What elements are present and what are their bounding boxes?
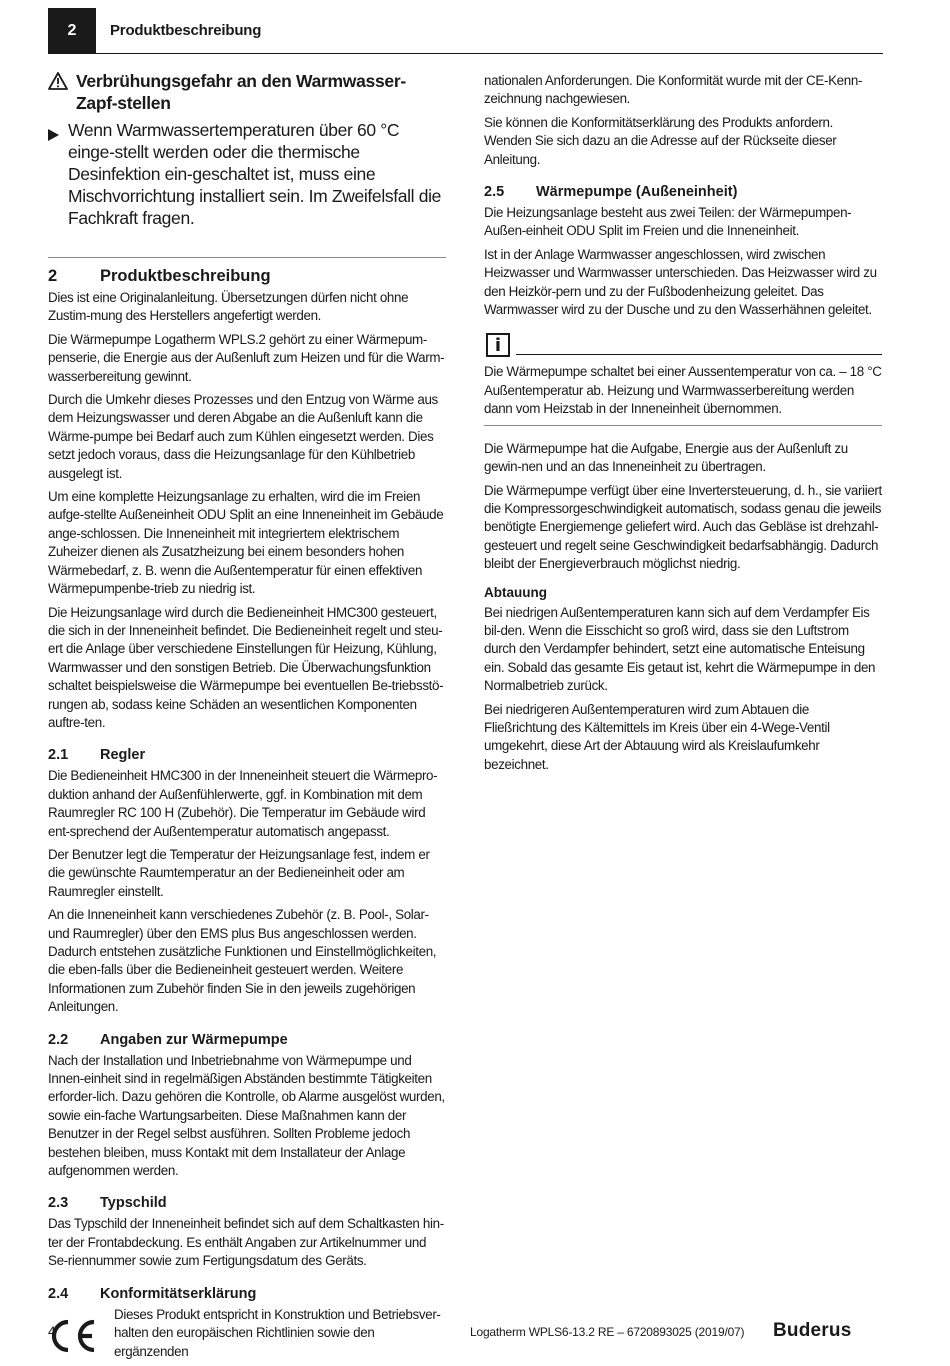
warning-heading — [48, 70, 446, 114]
arrow-right-icon — [48, 119, 60, 229]
paragraph: Der Benutzer legt die Temperatur der Heizungsanlage fest, indem er die gewünschte Raumtemperatur an der Bedieneinheit oder am Raumregler einstellt. — [48, 846, 430, 899]
info-note-text: Die Wärmepumpe schaltet bei einer Aussentemperatur von ca. – 18 °C Außentemperatur ab. Heizung und Warmwasserbereitung werden dann vom Heizstab in der Inneneinheit übernommen. — [484, 364, 882, 417]
warning-instruction — [48, 119, 446, 229]
section-2-4-heading — [48, 1285, 446, 1303]
paragraph: Dies ist eine Originalanleitung. Übersetzungen dürfen nicht ohne Zustim-mung des Herstellers angefertigt werden. — [48, 290, 409, 324]
section-title: Produktbeschreibung — [100, 267, 271, 285]
paragraph: Die Wärmepumpe hat die Aufgabe, Energie aus der Außenluft zu gewin-nen und an das Inneneinheit zu übertragen. — [484, 440, 848, 475]
paragraph: Bei niedrigen Außentemperaturen kann sich auf dem Verdampfer Eis bil-den. Wenn die Eisschicht so groß wird, dass sie den Luftstrom durch den Verdampfer behindert, setzt eine automatische Enteisung ein. Sobald das gesamte Eis getaut ist, kehrt die Wärmepumpe in den Normalbetrieb zurück. — [484, 604, 876, 694]
section-title: Regler — [100, 747, 146, 764]
info-rule-top — [516, 354, 882, 356]
section-2-1-heading — [48, 746, 446, 764]
paragraph: Nach der Installation und Inbetriebnahme von Wärmepumpe und Innen-einheit sind in regelmäßigen Abständen bestimmte Tätigkeiten erforder-lich. Dazu gehören die Kontrolle, ob Alarme ausgelöst wurden, sowie ein-fache Wartungsarbeiten. Diese Maßnahmen kann der Benutzer in der Regel selbst ausführen. Sollten Probleme jedoch bestehen bleiben, muss Kontakt mit dem Installateur der Anlage aufgenommen werden. — [48, 1052, 445, 1179]
paragraph: Sie können die Konformitätserklärung des Produkts anfordern. Wenden Sie sich dazu an die Adresse auf der Rückseite dieser Anleitung. — [484, 114, 837, 167]
left-column — [48, 70, 446, 1366]
paragraph: Das Typschild der Inneneinheit befindet sich auf dem Schaltkasten hin-ter der Frontabdeckung. Es enthält Angaben zur Artikelnummer und Se-riennummer sowie zum Fertigungsdatum des Geräts. — [48, 1216, 444, 1269]
section-2-5-heading — [484, 183, 882, 201]
ce-declaration-text: Dieses Produkt entspricht in Konstruktion und Betriebsver-halten den europäischen Richtlinien sowie den ergänzenden — [114, 1306, 441, 1359]
paragraph: Die Heizungsanlage besteht aus zwei Teilen: der Wärmepumpen-Außen-einheit ODU Split im Freien und die Inneneinheit. — [484, 205, 852, 239]
paragraph: Die Wärmepumpe verfügt über eine Invertersteuerung, d. h., sie variiert die Kompressorgeschwindigkeit automatisch, sodass genau die jeweils benötigte Energiemenge geliefert wird. Auch das Gebläse ist drehzahl-gesteuert und regelt seine Geschwindigkeit bedarfsabhängig. Dadurch bleibt der Energieverbrauch möglichst niedrig. — [484, 482, 882, 572]
ce-declaration — [48, 1306, 446, 1366]
section-2-heading — [48, 266, 446, 286]
section-number: 2.2 — [48, 1031, 69, 1048]
running-header-title: Produktbeschreibung — [110, 22, 262, 39]
right-column — [484, 72, 882, 779]
paragraph: Bei niedrigeren Außentemperaturen wird zum Abtauen die Fließrichtung des Kältemittels im Kreis über ein 4-Wege-Ventil umgekehrt, diese Art der Abtauung wird als Kreislaufumkehr bezeichnet. — [484, 701, 830, 772]
paragraph: Durch die Umkehr dieses Prozesses und den Entzug von Wärme aus dem Heizungswasser und deren Abgabe an die Außenluft kann die Wärme-pumpe bei Bedarf auch zum Kühlen eingesetzt werden. Dies setzt jedoch voraus, dass die Heizungsanlage für den Kühlbetrieb ausgelegt ist. — [48, 392, 438, 481]
section-2-2-heading — [48, 1031, 446, 1049]
chapter-number-box: 2 — [48, 8, 96, 54]
paragraph: Ist in der Anlage Warmwasser angeschlossen, wird zwischen Heizwasser und Warmwasser unterschieden. Das Heizwasser wird zu den Heizkör-pern und zu der Fußbodenheizung geleitet. Das Warmwasser wird zu der Dusche und zu den Wasserhähnen geleitet. — [484, 246, 877, 318]
warning-triangle-icon — [48, 70, 70, 114]
abtauung-heading: Abtauung — [484, 584, 547, 600]
info-icon: i — [486, 333, 510, 357]
header-rule — [96, 53, 883, 54]
page-number: 4 — [48, 1324, 56, 1339]
section-divider — [48, 257, 446, 258]
document-reference: Logatherm WPLS6-13.2 RE – 6720893025 (2019/07) — [470, 1325, 745, 1339]
paragraph: Die Heizungsanlage wird durch die Bedieneinheit HMC300 gesteuert, die sich in der Inneneinheit befindet. Die Bedieneinheit regelt und steu-ert die Anlage über verschiedene Einstellungen für Heizung, Kühlung, Warmwasser und den sonstigen Betrieb. Die Überwachungsfunktion schaltet beispielsweise die Wärmepumpe bei eventuellen Be-triebsstö-rungen ab, sodass keine Schäden an wesentlichen Komponenten auftre-ten. — [48, 604, 444, 730]
paragraph: Die Wärmepumpe Logatherm WPLS.2 gehört zu einer Wärmepum-penserie, die Energie aus der Außenluft zum Heizen und für die Warm-wasserbereitung gewinnt. — [48, 331, 445, 384]
section-number: 2.5 — [484, 184, 505, 201]
section-title: Wärmepumpe (Außeneinheit) — [536, 184, 738, 201]
paragraph: An die Inneneinheit kann verschiedenes Zubehör (z. B. Pool-, Solar- und Raumregler) über den EMS plus Bus angeschlossen werden. Dadurch entstehen zusätzliche Funktionen und Einstellmöglichkeiten, die eben-falls über die Bedieneinheit gesteuert werden. Weitere Informationen zum Zubehör finden Sie in den jeweils zugehörigen Anleitungen. — [48, 907, 437, 1015]
ce-mark-icon — [48, 1306, 114, 1366]
warning-title: Verbrühungsgefahr an den Warmwasser-Zapf-stellen — [76, 71, 406, 113]
paragraph: Die Bedieneinheit HMC300 in der Inneneinheit steuert die Wärmepro-duktion anhand der Außenfühlerwerte, ggf. in Kombination mit dem Raumregler RC 100 H (Zubehör). Die Temperatur im Gebäude wird ent-sprechend der Außentemperatur automatisch angepasst. — [48, 768, 438, 839]
section-title: Typschild — [100, 1195, 167, 1212]
info-note-header — [484, 333, 882, 357]
warning-instruction-text: Wenn Warmwassertemperaturen über 60 °C einge-stellt werden oder die thermische Desinfektion ein-geschaltet ist, muss eine Mischvorrichtung installiert sein. Im Zweifelsfall die Fachkraft fragen. — [68, 120, 442, 228]
section-2-3-heading — [48, 1194, 446, 1212]
paragraph: nationalen Anforderungen. Die Konformität wurde mit der CE-Kenn-zeichnung nachgewiesen. — [484, 73, 863, 107]
section-number: 2 — [48, 267, 58, 285]
section-title: Konformitätserklärung — [100, 1285, 257, 1302]
buderus-logo: Buderus — [773, 1320, 852, 1341]
section-number: 2.1 — [48, 747, 69, 764]
section-number: 2.3 — [48, 1195, 69, 1212]
info-rule-bottom — [484, 425, 882, 426]
paragraph: Um eine komplette Heizungsanlage zu erhalten, wird die im Freien aufge-stellte Außeneinheit ODU Split an eine Inneneinheit im Gebäude ange-schlossen. Die Inneneinheit mit integriertem elektrischem Zuheizer dienen als Zusatzheizung bei einem besonders hohen Wärmebedarf, z. B. wenn die Außentemperatur für einen effektiven Wärmepumpenbe-trieb zu niedrig ist. — [48, 489, 444, 597]
section-number: 2.4 — [48, 1285, 69, 1302]
section-title: Angaben zur Wärmepumpe — [100, 1031, 288, 1048]
